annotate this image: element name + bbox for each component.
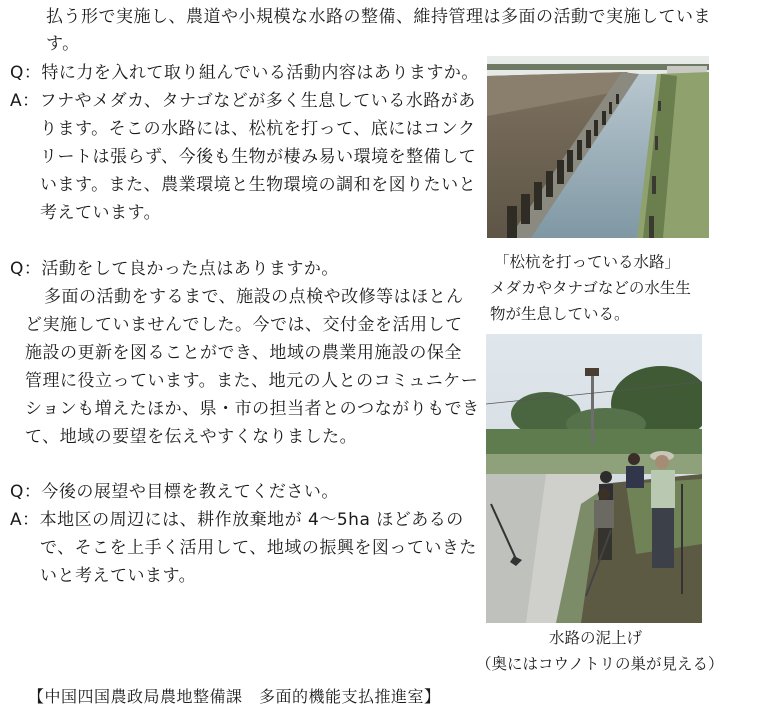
answer-1-line-2: ります。そこの水路には、松杭を打って、底にはコンク	[40, 119, 476, 139]
answer-2-line-5: ションも増えたほか、県・市の担当者とのつながりもでき	[25, 399, 480, 419]
intro-line-1: 払う形で実施し、農道や小規模な水路の整備、維持管理は多面の活動で実施していま	[46, 7, 711, 27]
answer-3-line-2: で、そこを上手く活用して、地域の振興を図っていきた	[40, 538, 477, 558]
answer-2-line-4: 管理に役立っています。また、地元の人とのコミュニケー	[25, 371, 479, 391]
answer-1-line-4: います。また、農業環境と生物環境の調和を図りたいと	[40, 175, 477, 195]
canal-photo-caption-title: 「松杭を打っている水路」	[494, 253, 681, 271]
mud-removal-caption-title: 水路の泥上げ	[549, 629, 643, 647]
answer-1-line-3: リートは張らず、今後も生物が棲み易い環境を整備して	[40, 147, 477, 167]
canal-photo-caption-line-1: メダカやタナゴなどの水生生	[490, 279, 691, 297]
answer-1-line-1: A：フナやメダカ、タナゴなどが多く生息している水路があ	[10, 91, 476, 111]
question-1: Q：特に力を入れて取り組んでいる活動内容はありますか。	[10, 63, 479, 83]
answer-2-line-2: ど実施していませんでした。今では、交付金を活用して	[25, 315, 463, 335]
answer-1-line-5: 考えています。	[40, 203, 162, 223]
mud-removal-caption-note: （奥にはコウノトリの巣が見える）	[476, 655, 724, 673]
answer-2-line-1: 多面の活動をするまで、施設の点検や改修等はほとん	[44, 287, 464, 307]
answer-3-line-1: A：本地区の周辺には、耕作放棄地が 4～5ha ほどあるの	[10, 510, 464, 530]
canal-photo	[487, 56, 709, 238]
question-2: Q：活動をして良かった点はありますか。	[10, 259, 339, 279]
question-3: Q：今後の展望や目標を教えてください。	[10, 482, 339, 502]
footer-office-name: 【中国四国農政局農地整備課 多面的機能支払推進室】	[28, 687, 441, 706]
mud-removal-photo	[486, 334, 702, 623]
canal-photo-caption-line-2: 物が生息している。	[490, 305, 630, 323]
answer-2-line-3: 施設の更新を図ることができ、地域の農業用施設の保全	[25, 343, 462, 363]
answer-3-line-3: いと考えています。	[40, 566, 197, 586]
answer-2-line-6: て、地域の要望を伝えやすくなりました。	[25, 427, 358, 447]
intro-line-2: す。	[46, 34, 80, 54]
